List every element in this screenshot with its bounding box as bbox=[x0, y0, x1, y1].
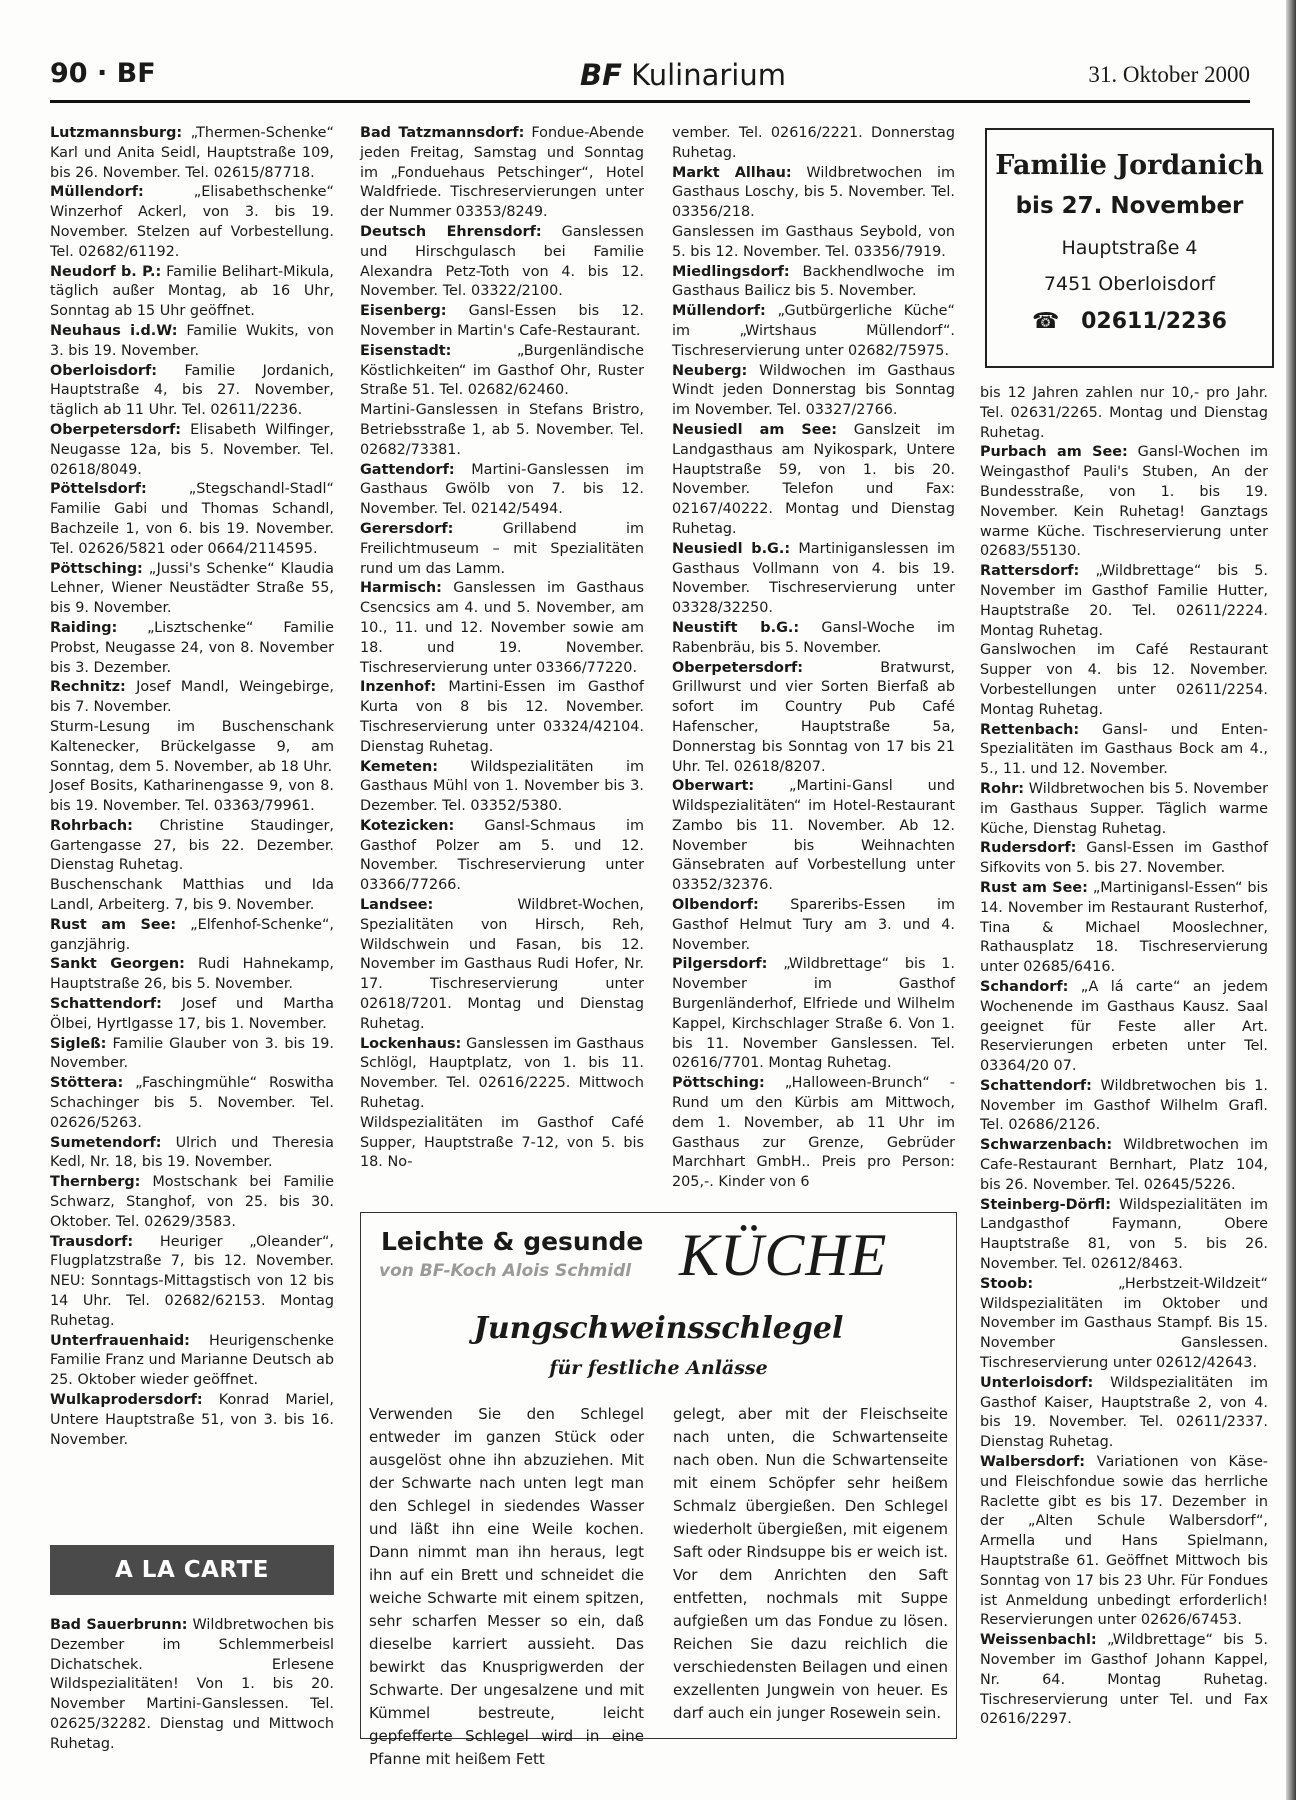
listing-entry bbox=[672, 362, 955, 421]
listing-entry bbox=[360, 124, 644, 223]
listing-text: Martiniganslessen im Gasthaus Vollmann von 4. bis 19. November. Tischreservierung unter 03328/32250. bbox=[672, 540, 955, 617]
listing-text: Wildbretwochen bis 5. November im Gasthaus Supper. Täglich warme Küche, Dienstag Ruhetag. bbox=[980, 780, 1268, 837]
listing-place: Gerersdorf: bbox=[360, 520, 454, 537]
listing-entry bbox=[50, 1074, 334, 1133]
advert-phone-number: 02611/2236 bbox=[1081, 309, 1227, 334]
section-brand: BF bbox=[580, 58, 622, 92]
listing-place: Gattendorf: bbox=[360, 461, 455, 478]
listing-entry bbox=[360, 342, 644, 401]
listing-text: Familie Glauber von 3. bis 19. November. bbox=[50, 1035, 334, 1072]
listing-text: Gansl-Wochen im Weingasthof Pauli's Stuben, An der Bundesstraße, von 1. bis 19. November. Kein Ruhetag! Ganztags warme Küche. Tischreservierung unter 02683/55130. bbox=[980, 444, 1269, 560]
listing-entry bbox=[50, 1035, 334, 1075]
listing-text: Josef Mandl, Weingebirge, bis 7. November. bbox=[50, 679, 334, 716]
listing-entry bbox=[360, 896, 644, 1035]
listing-text: Wildspezialitäten im Gasthof Kaiser, Hauptstraße 2, von 4. bis 19. November. Tel. 02611/2337. Dienstag Ruhetag. bbox=[980, 1374, 1268, 1451]
listing-text: Rudi Hahnekamp, Hauptstraße 26, bis 5. November. bbox=[50, 956, 334, 993]
listing-place: Rohrbach: bbox=[50, 817, 133, 834]
listing-place: Pöttsching: bbox=[672, 1075, 765, 1092]
listing-text: Wildbret-Wochen, Spezialitäten von Hirsch, Reh, Wildschwein und Fasan, bis 12. November im Gasthaus Rudi Hofer, Nr. 17. Tischreservierung unter 02618/7201. Montag und Dienstag Ruhetag. bbox=[360, 897, 644, 1032]
listing-text: Ganslessen im Gasthaus Seybold, von 5. bis 12. November. Tel. 03356/7919. bbox=[672, 223, 955, 260]
listing-place: Oberpetersdorf: bbox=[50, 421, 182, 438]
listing-text: Ganslzeit im Landgasthaus am Nyikospark, Untere Hauptstraße 59, von 1. bis 20. November. Telefon und Fax: 02167/40222. Montag und Dienstag Ruhetag. bbox=[672, 421, 955, 537]
listing-text: Wildspezialitäten im Gasthaus Mühl von 1. November bis 3. Dezember. Tel. 03352/5380. bbox=[360, 758, 644, 815]
listing-text: „Wildbrettage“ bis 5. November im Gasthof Familie Hutter, Hauptstraße 20. Tel. 02611/2224. Montag Ruhetag. bbox=[980, 563, 1268, 639]
listing-text: Gansl-Woche im Rabenbräu, bis 5. November. bbox=[672, 619, 955, 656]
listing-place: Rust am See: bbox=[980, 879, 1088, 896]
listing-entry bbox=[360, 1114, 644, 1173]
listing-place: Rohr: bbox=[980, 780, 1025, 797]
listing-entry bbox=[360, 817, 644, 896]
listing-place: Landsee: bbox=[360, 897, 434, 914]
listing-entry bbox=[672, 223, 955, 263]
listing-text: „Jussi's Schenke“ Klaudia Lehner, Wiener Neustädter Straße 55, bis 9. November. bbox=[50, 560, 334, 617]
listing-entry bbox=[360, 1035, 644, 1114]
listing-place: Pöttsching: bbox=[50, 560, 143, 577]
listing-place: Neustift b.G.: bbox=[672, 619, 800, 636]
listing-text: „Martini-Gansl und Wildspezialitäten“ im Hotel-Restaurant Zambo bis 11. November. Ab 12. November bis Weihnachten Gänsebraten auf Vorbestellung unter 03352/32376. bbox=[672, 778, 955, 894]
listing-place: Raiding: bbox=[50, 619, 118, 636]
listing-text: Ganslessen im Gasthaus Csencsics am 4. und 5. November, am 10., 11. und 12. November sowie am 18. und 19. November. Tischreservierung unter 03366/77220. bbox=[360, 580, 644, 676]
listing-entry bbox=[360, 401, 644, 460]
listing-entry bbox=[50, 124, 334, 183]
listing-text: „Elisabethschenke“ Winzerhof Ackerl, von 3. bis 19. November. Stelzen auf Vorbestellung. Tel. 02682/61192. bbox=[50, 184, 334, 260]
listing-entry bbox=[50, 1134, 334, 1174]
listing-place: Trausdorf: bbox=[50, 1233, 134, 1250]
listing-column-1 bbox=[50, 124, 334, 1544]
listing-place: Miedlingsdorf: bbox=[672, 263, 790, 280]
listing-entry bbox=[672, 263, 955, 303]
listing-text: Backhendlwoche im Gasthaus Bailicz bis 5. November. bbox=[672, 263, 955, 300]
listing-place: Neusiedl b.G.: bbox=[672, 540, 791, 557]
listing-text: „Burgenländische Köstlichkeiten“ im Gasthof Ohr, Ruster Straße 51. Tel. 02682/62460. bbox=[360, 342, 644, 399]
listing-place: Neuhaus i.d.W: bbox=[50, 322, 178, 339]
page-header bbox=[50, 58, 1250, 98]
listing-place: Sigleß: bbox=[50, 1035, 107, 1052]
listing-entry bbox=[980, 1077, 1268, 1136]
listing-text: Bratwurst, Grillwurst und vier Sorten Bierfaß ab sofort im Country Pub Café Hafenscher, Hauptstraße 5a, Donnerstag bis Sonntag von 17 bis 21 Uhr. Tel. 02618/8207. bbox=[672, 659, 955, 775]
listing-place: Müllendorf: bbox=[50, 184, 144, 201]
listing-place: Bad Tatzmannsdorf: bbox=[360, 125, 525, 141]
listing-text: Wildspezialitäten im Gasthof Café Supper, Hauptstraße 7-12, von 5. bis 18. No- bbox=[360, 1114, 644, 1171]
listing-column-4 bbox=[980, 384, 1268, 1764]
a-la-carte-banner: A LA CARTE bbox=[50, 1545, 334, 1595]
listing-column-3 bbox=[672, 124, 955, 1191]
listing-entry bbox=[50, 263, 334, 322]
listing-place: Walbersdorf: bbox=[980, 1454, 1086, 1471]
listing-entry bbox=[360, 302, 644, 342]
recipe-text-left: Verwenden Sie den Schlegel entweder im ganzen Stück oder ausgelöst ohne ihn abzuziehen. Mit der Schwarte nach unten legt man den Schlegel in siedendes Wasser und läßt ihn eine Weile kochen. Dann nimmt man ihn heraus, legt ihn auf ein Brett und schneidet die weiche Schwarte mit einem spitzen, sehr scharfen Messer so ein, daß dieselbe karriert aussieht. Das bewirkt das Knusprigwerden der Schwarte. Der ungesalzene und mit Kümmel bestreute, leicht gepfefferte Schlegel wird in eine Pfanne mit heißem Fett bbox=[369, 1405, 644, 1768]
listing-entry bbox=[980, 721, 1268, 780]
listing-text: Mostschank bei Familie Schwarz, Stanghof, von 25. bis 30. Oktober. Tel. 02629/3583. bbox=[50, 1174, 334, 1230]
page-fold-edge bbox=[1286, 0, 1296, 1800]
listing-entry bbox=[672, 124, 955, 164]
listing-text: Christine Staudinger, Gartengasse 27, bis 22. Dezember. Dienstag Ruhetag. bbox=[50, 817, 334, 874]
listing-place: Neuberg: bbox=[672, 362, 748, 379]
listing-place: Unterfrauenhaid: bbox=[50, 1332, 190, 1349]
listing-text: vember. Tel. 02616/2221. Donnerstag Ruhetag. bbox=[672, 125, 955, 161]
listing-entry bbox=[980, 562, 1268, 641]
listing-text: „Lisztschenke“ Familie Probst, Neugasse 24, von 8. November bis 3. Dezember. bbox=[50, 619, 334, 676]
section-name: Kulinarium bbox=[631, 58, 786, 92]
listing-text: „Wildbrettage“ bis 5. November im Gasthof Johann Kappel, Nr. 64. Montag Ruhetag. Tischreservierung unter Tel. und Fax 02616/2297. bbox=[980, 1632, 1268, 1728]
listing-text: Ganslwochen im Café Restaurant Supper von 4. bis 12. November. Vorbestellungen unter 02611/2254. Montag Ruhetag. bbox=[980, 642, 1268, 718]
listing-place: Thernberg: bbox=[50, 1174, 141, 1191]
listing-place: Neudorf b. P.: bbox=[50, 263, 162, 280]
listing-entry bbox=[50, 619, 334, 678]
listing-text: Familie Wukits, von 3. bis 19. November. bbox=[50, 322, 334, 359]
listing-place: Oberwart: bbox=[672, 778, 755, 795]
listing-place: Oberloisdorf: bbox=[50, 362, 158, 379]
listing-entry bbox=[980, 839, 1268, 879]
listing-place: Schattendorf: bbox=[980, 1077, 1092, 1094]
listing-text: „Wildbrettage“ bis 1. November im Gasthof Burgenländerhof, Elfriede und Wilhelm Kappel, Kirchschlager Straße 6. Von 1. bis 11. November Ganslessen. Tel. 02616/7701. Montag Ruhetag. bbox=[672, 956, 955, 1072]
listing-place: Bad Sauerbrunn: bbox=[50, 1617, 188, 1633]
listing-place: Steinberg-Dörfl: bbox=[980, 1196, 1111, 1213]
listing-text: Josef und Martha Ölbei, Hyrtlgasse 17, bis 1. November. bbox=[50, 996, 334, 1032]
jordanich-advert bbox=[985, 128, 1274, 368]
listing-place: Neusiedl am See: bbox=[672, 421, 838, 438]
listing-entry bbox=[672, 896, 955, 955]
listing-text: Gansl-Schmaus im Gasthof Polzer am 5. und 12. November. Tischreservierung unter 03366/77266. bbox=[360, 817, 644, 894]
telephone-icon: ☎ bbox=[1032, 309, 1060, 334]
listing-text: „Herbstzeit-Wildzeit“ Wildspezialitäten im Oktober und November im Gasthaus Stampf. Bis 15. November Ganslessen. Tischreservierung unter 02612/42643. bbox=[980, 1275, 1268, 1372]
listing-entry bbox=[50, 362, 334, 421]
listing-column-1-bottom bbox=[50, 1616, 334, 1755]
recipe-text-right: gelegt, aber mit der Fleischseite nach unten, die Schwartenseite nach oben. Nun die Schwartenseite mit einem Schöpfer sehr heißem Schmalz übergießen. Den Schlegel wiederholt übergießen, mit eigenem Saft oder Rindsuppe bis er weich ist. Vor dem Anrichten den Saft entfetten, nochmals mit Suppe aufgießen um das Fondue zu lösen. Reichen Sie dazu reichlich die verschiedensten Beilagen und einen exzellenten Jungwein von heuer. Es darf auch ein junger Rosewein sein. bbox=[673, 1405, 948, 1722]
listing-entry bbox=[672, 164, 955, 223]
listing-entry bbox=[50, 1332, 334, 1391]
section-title bbox=[580, 58, 786, 92]
listing-place: Harmisch: bbox=[360, 580, 442, 597]
listing-entry bbox=[980, 641, 1268, 720]
listing-entry bbox=[50, 1233, 334, 1332]
listing-text: Martini-Ganslessen im Gasthaus Gwölb von 7. bis 12. November. Tel. 02142/5494. bbox=[360, 461, 644, 518]
listing-entry bbox=[50, 421, 334, 480]
recipe-heading: Leichte & gesunde bbox=[381, 1227, 644, 1256]
listing-place: Rust am See: bbox=[50, 916, 177, 933]
listing-text: Spareribs-Essen im Gasthof Helmut Tury am 3. und 4. November. bbox=[672, 897, 955, 953]
listing-entry bbox=[360, 758, 644, 817]
listing-text: Martini-Essen im Gasthof Kurta von 8 bis 12. November. Tischreservierung unter 03324/42104. Dienstag Ruhetag. bbox=[360, 679, 644, 755]
listing-place: Schwarzenbach: bbox=[980, 1137, 1113, 1154]
listing-place: Wulkaprodersdorf: bbox=[50, 1392, 203, 1408]
listing-place: Pilgersdorf: bbox=[672, 956, 768, 973]
listing-text: Wildbretwochen bis Dezember im Schlemmerbeisl Dichatschek. Erlesene Wildspezialitäten! Von 1. bis 20. November Martini-Ganslessen. Tel. 02625/32282. Dienstag und Mittwoch Ruhetag. bbox=[50, 1617, 334, 1752]
listing-entry bbox=[672, 302, 955, 361]
listing-entry bbox=[50, 718, 334, 777]
listing-entry bbox=[672, 540, 955, 619]
listing-text: „Faschingmühle“ Roswitha Schachinger bis 5. November. Tel. 02626/5263. bbox=[50, 1075, 334, 1131]
listing-place: Stoob: bbox=[980, 1275, 1034, 1292]
listing-place: Rechnitz: bbox=[50, 679, 126, 696]
listing-text: Heurigenschenke Familie Franz und Marianne Deutsch ab 25. Oktober wieder geöffnet. bbox=[50, 1332, 334, 1389]
listing-place: Rudersdorf: bbox=[980, 840, 1077, 857]
listing-text: Wildbretwochen bis 1. November im Gasthof Wilhelm Grafl. Tel. 02686/2126. bbox=[980, 1077, 1268, 1134]
listing-place: Unterloisdorf: bbox=[980, 1374, 1094, 1391]
listing-place: Schattendorf: bbox=[50, 996, 162, 1013]
listing-entry bbox=[50, 995, 334, 1035]
listing-entry bbox=[50, 1391, 334, 1450]
advert-name: Familie Jordanich bbox=[995, 150, 1264, 181]
listing-entry bbox=[50, 817, 334, 876]
listing-text: bis 12 Jahren zahlen nur 10,- pro Jahr. Tel. 02631/2265. Montag und Dienstag Ruhetag. bbox=[980, 385, 1268, 441]
listing-text: Ganslessen und Hirschgulasch bei Familie Alexandra Petz-Toth von 4. bis 12. November. Tel. 03322/2100. bbox=[360, 223, 644, 300]
recipe-author: von BF-Koch Alois Schmidl bbox=[379, 1261, 632, 1281]
listing-text: Josef Bosits, Katharinengasse 9, von 8. bis 19. November. Tel. 03363/79961. bbox=[50, 778, 334, 815]
listing-place: Müllendorf: bbox=[672, 303, 766, 320]
recipe-big-word: KÜCHE bbox=[679, 1222, 888, 1288]
listing-entry bbox=[50, 678, 334, 718]
listing-place: Weissenbachl: bbox=[980, 1632, 1097, 1649]
listing-entry bbox=[50, 560, 334, 619]
listing-text: „Halloween-Brunch“ - Rund um den Kürbis am Mittwoch, dem 1. November, ab 11 Uhr im Gasthaus zur Grenze, Gebrüder Marchhart GmbH.. Preis pro Person: 205,-. Kinder von 6 bbox=[672, 1075, 955, 1191]
listing-place: Sumetendorf: bbox=[50, 1134, 162, 1151]
listing-text: Buschenschank Matthias und Ida Landl, Arbeiterg. 7, bis 9. November. bbox=[50, 877, 334, 914]
issue-date: 31. Oktober 2000 bbox=[1088, 62, 1250, 87]
listing-entry bbox=[980, 1136, 1268, 1195]
recipe-occasion: für festliche Anlässe bbox=[549, 1357, 768, 1379]
listing-entry bbox=[50, 1173, 334, 1232]
listing-entry bbox=[980, 443, 1268, 562]
listing-text: Gansl-Essen im Gasthof Sifkovits von 5. bis 27. November. bbox=[980, 840, 1268, 877]
listing-text: Wildspezialitäten im Landgasthof Faymann, Obere Hauptstraße 81, von 5. bis 26. November. Tel. 02612/8463. bbox=[980, 1196, 1268, 1273]
advert-city: 7451 Oberloisdorf bbox=[1043, 273, 1216, 295]
listing-entry bbox=[360, 579, 644, 678]
listing-column-2 bbox=[360, 124, 644, 1184]
listing-entry bbox=[50, 183, 334, 262]
listing-text: Familie Belihart-Mikula, täglich außer Montag, ab 16 Uhr, Sonntag ab 15 Uhr geöffnet. bbox=[50, 263, 334, 320]
listing-text: Wildbretwochen im Gasthaus Loschy, bis 5. November. Tel. 03356/218. bbox=[672, 164, 955, 221]
listing-entry bbox=[50, 480, 334, 559]
listing-place: Eisenstadt: bbox=[360, 342, 452, 359]
listing-text: Gansl- und Enten-Spezialitäten im Gasthaus Bock am 4., 5., 11. und 12. November. bbox=[980, 721, 1268, 778]
listing-text: „Thermen-Schenke“ Karl und Anita Seidl, Hauptstraße 109, bis 26. November. Tel. 02615/87718. bbox=[50, 125, 334, 181]
listing-text: Ulrich und Theresia Kedl, Nr. 18, bis 19. November. bbox=[50, 1134, 334, 1171]
advert-phone bbox=[987, 309, 1272, 334]
listing-entry bbox=[360, 223, 644, 302]
listing-text: Wildwochen im Gasthaus Windt jeden Donnerstag bis Sonntag im November. Tel. 03327/2766. bbox=[672, 362, 955, 419]
listing-entry bbox=[672, 619, 955, 659]
listing-place: Oberpetersdorf: bbox=[672, 659, 804, 676]
listing-entry bbox=[980, 1275, 1268, 1374]
listing-place: Deutsch Ehrensdorf: bbox=[360, 223, 542, 240]
listing-place: Markt Allhau: bbox=[672, 164, 792, 181]
listing-entry bbox=[980, 780, 1268, 839]
listing-entry bbox=[672, 1074, 955, 1193]
listing-entry bbox=[980, 384, 1268, 443]
listing-text: „A lá carte“ an jedem Wochenende im Gasthaus Kausz. Saal geeignet für Feste aller Art. Reservierungen erbeten unter Tel. 03364/20 07. bbox=[980, 978, 1268, 1075]
listing-entry bbox=[50, 777, 334, 817]
listing-text: Sturm-Lesung im Buschenschank Kaltenecker, Brückelgasse 9, am Sonntag, dem 5. November, ab 18 Uhr. bbox=[50, 718, 334, 775]
recipe-dish-title: Jungschweinsschlegel bbox=[473, 1311, 844, 1346]
listing-text: Ganslessen im Gasthaus Schlögl, Hauptplatz, von 1. bis 11. November. Tel. 02616/2225. Mittwoch Ruhetag. bbox=[360, 1035, 644, 1112]
listing-text: Familie Jordanich, Hauptstraße 4, bis 27. November, täglich ab 11 Uhr. Tel. 02611/2236. bbox=[50, 362, 334, 419]
listing-entry bbox=[672, 955, 955, 1074]
listing-place: Olbendorf: bbox=[672, 897, 759, 914]
listing-place: Lutzmannsburg: bbox=[50, 125, 183, 141]
listing-place: Kemeten: bbox=[360, 758, 439, 775]
recipe-box bbox=[360, 1212, 957, 1768]
listing-entry bbox=[50, 955, 334, 995]
listing-place: Eisenberg: bbox=[360, 303, 447, 320]
page-number: 90 · BF bbox=[50, 58, 156, 89]
advert-street: Hauptstraße 4 bbox=[1061, 237, 1198, 259]
listing-text: „Elfenhof-Schenke“, ganzjährig. bbox=[50, 916, 334, 953]
listing-place: Schandorf: bbox=[980, 978, 1069, 995]
listing-entry bbox=[980, 978, 1268, 1077]
listing-place: Pöttelsdorf: bbox=[50, 481, 147, 498]
listing-place: Rattersdorf: bbox=[980, 563, 1080, 580]
listing-entry bbox=[672, 659, 955, 778]
listing-entry bbox=[360, 461, 644, 520]
listing-text: „Stegschandl-Stadl“ Familie Gabi und Thomas Schandl, Bachzeile 1, von 6. bis 19. November. Tel. 02626/5821 oder 0664/2114595. bbox=[50, 481, 334, 557]
listing-place: Stöttera: bbox=[50, 1075, 124, 1092]
listing-text: Konrad Mariel, Untere Hauptstraße 51, von 3. bis 16. November. bbox=[50, 1392, 334, 1448]
listing-text: „Gutbürgerliche Küche“ im „Wirtshaus Müllendorf“. Tischreservierung unter 02682/75975. bbox=[672, 303, 955, 359]
listing-entry bbox=[360, 520, 644, 579]
listing-text: Wildbretwochen im Cafe-Restaurant Bernhart, Platz 104, bis 26. November. Tel. 02645/5226. bbox=[980, 1137, 1268, 1193]
listing-entry bbox=[980, 1631, 1268, 1730]
listing-text: Gansl-Essen bis 12. November in Martin's Cafe-Restaurant. bbox=[360, 303, 644, 339]
listing-entry bbox=[672, 421, 955, 540]
listing-entry bbox=[360, 678, 644, 757]
listing-place: Rettenbach: bbox=[980, 721, 1080, 738]
listing-text: Heuriger „Oleander“, Flugplatzstraße 7, bis 12. November. NEU: Sonntags-Mittagstisch von 12 bis 14 Uhr. Tel. 02682/62153. Montag Ruhetag. bbox=[50, 1233, 334, 1329]
listing-entry bbox=[672, 777, 955, 896]
listing-place: Lockenhaus: bbox=[360, 1035, 462, 1052]
listing-entry bbox=[980, 879, 1268, 978]
listing-text: „Martinigansl-Essen“ bis 14. November im Restaurant Rusterhof, Tina & Michael Mooslechner, Rathausplatz 18. Tischreservierung unter 02685/6416. bbox=[980, 879, 1268, 976]
header-rule bbox=[50, 100, 1250, 103]
listing-entry bbox=[50, 1616, 334, 1755]
listing-place: Purbach am See: bbox=[980, 444, 1128, 461]
listing-place: Inzenhof: bbox=[360, 679, 437, 696]
listing-entry bbox=[50, 322, 334, 362]
listing-entry bbox=[980, 1374, 1268, 1453]
listing-place: Kotezicken: bbox=[360, 817, 455, 834]
listing-entry bbox=[980, 1196, 1268, 1275]
listing-entry bbox=[50, 876, 334, 916]
advert-until: bis 27. November bbox=[1015, 193, 1244, 219]
listing-place: Sankt Georgen: bbox=[50, 956, 185, 973]
listing-text: Elisabeth Wilfinger, Neugasse 12a, bis 5. November. Tel. 02618/8049. bbox=[50, 421, 334, 478]
listing-text: Variationen von Käse- und Fleischfondue sowie das herrliche Raclette gibt es bis 17. Dezember in der „Alten Schule Walbersdorf“, Armella und Hans Spielmann, Hauptstraße 61. Geöffnet Mittwoch bis Sonntag von 17 bis 23 Uhr. Für Fondues ist Anmeldung unbedingt erforderlich! Reservierungen unter 02626/67453. bbox=[980, 1454, 1268, 1629]
listing-entry bbox=[980, 1453, 1268, 1631]
listing-text: Fondue-Abende jeden Freitag, Samstag und Sonntag im „Fonduehaus Petschinger“, Hotel Waldfriede. Tischreservierungen unter der Nummer 03353/8249. bbox=[360, 125, 644, 221]
listing-entry bbox=[50, 916, 334, 956]
listing-text: Martini-Ganslessen in Stefans Bristro, Betriebsstraße 1, ab 5. November. Tel. 02682/73381. bbox=[360, 402, 644, 458]
listing-text: Grillabend im Freilichtmuseum – mit Spezialitäten rund um das Lamm. bbox=[360, 520, 644, 577]
